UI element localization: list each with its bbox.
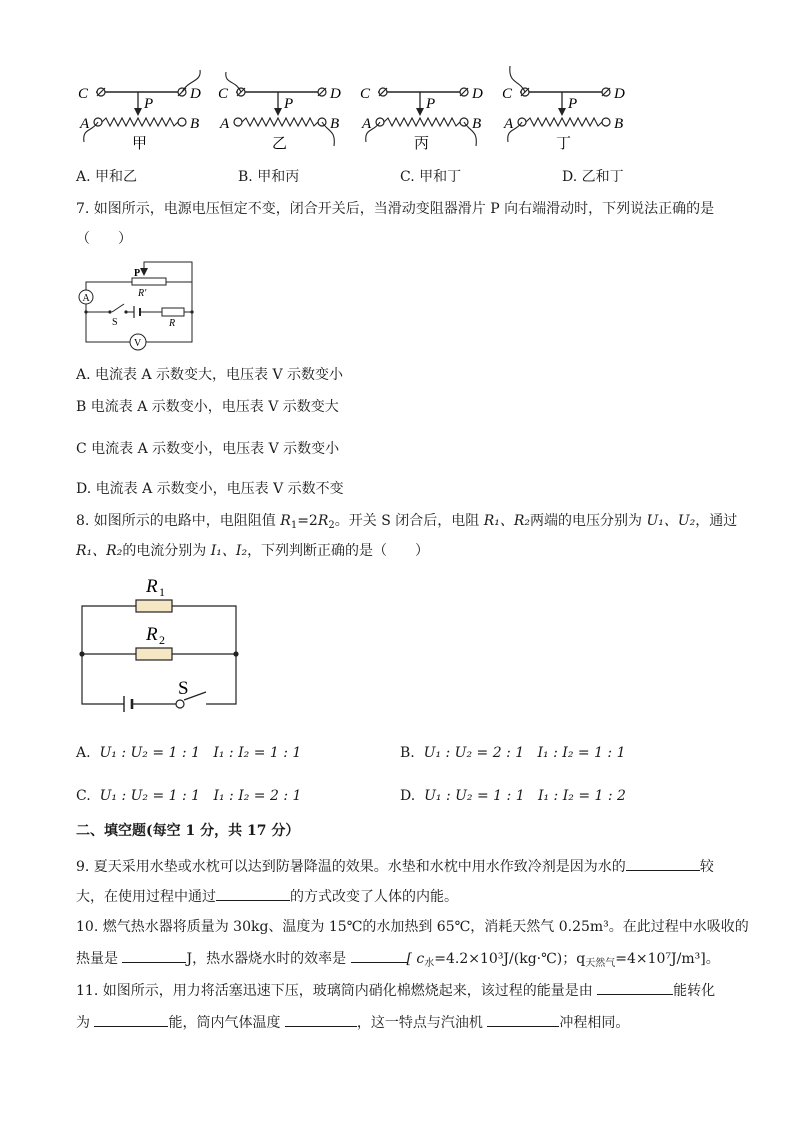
panel-label: 乙 <box>272 136 288 152</box>
q11-blank-3[interactable] <box>285 1012 357 1027</box>
q7-option-b[interactable]: B 电流表 A 示数变小，电压表 V 示数变大 <box>76 399 339 415</box>
ammeter-label: A <box>82 293 90 304</box>
q11-blank-4[interactable] <box>487 1012 559 1027</box>
q7-circuit-diagram <box>74 258 198 354</box>
label-c: C <box>218 86 229 102</box>
label-d: D <box>472 86 483 102</box>
label-c: C <box>360 86 371 102</box>
q11-line1: 11. 如图所示，用力将活塞迅速下压，玻璃筒内硝化棉燃烧起来，该过程的能量是由 能转化 <box>76 980 715 1000</box>
panel-yi <box>218 72 341 152</box>
label-b: B <box>472 116 482 132</box>
q8-circuit-diagram <box>76 572 246 724</box>
q11-line2: 为 能，筒内气体温度 ，这一特点与汽油机 冲程相同。 <box>76 1012 629 1032</box>
rheostat-label: R' <box>138 288 147 299</box>
q9-blank-2[interactable] <box>216 886 290 901</box>
q7-option-c[interactable]: C 电流表 A 示数变小，电压表 V 示数变小 <box>76 441 340 457</box>
switch-label: S <box>112 317 118 328</box>
label-d: D <box>330 86 341 102</box>
r2-sub: 2 <box>159 633 165 647</box>
label-a: A <box>362 116 372 132</box>
panel-label: 丁 <box>556 136 572 152</box>
q9-blank-1[interactable] <box>626 856 700 871</box>
panel-jia <box>78 70 201 152</box>
q11-blank-1[interactable] <box>597 980 673 995</box>
label-p: P <box>568 96 578 112</box>
q10-line2: 热量是 J，热水器烧水时的效率是 [ $c_水=4.2\times 10^3J/(kg\cdot℃)$；$q_{天然气}=4\times 10^7J/m^3$]。 <box>76 948 720 973</box>
label-a: A <box>220 116 230 132</box>
q7-stem: 7. 如图所示，电源电压恒定不变，闭合开关后，当滑动变阻器滑片 P 向右端滑动时，下列说法正确的是 <box>76 201 715 217</box>
label-c: C <box>78 86 89 102</box>
panel-label: 甲 <box>132 136 148 152</box>
q9-line1: 9. 夏天采用水垫或水枕可以达到防暑降温的效果。水垫和水枕中用水作致冷剂是因为水的 较 <box>76 856 714 876</box>
q10-blank-1[interactable] <box>122 948 186 963</box>
label-b: B <box>330 116 340 132</box>
panel-label: 丙 <box>414 136 430 152</box>
q11-blank-2[interactable] <box>94 1012 168 1027</box>
q6-option-a[interactable]: A. 甲和乙 <box>76 169 138 185</box>
q7-answer-paren: （ ） <box>76 231 132 247</box>
r1-sub: 1 <box>159 585 165 599</box>
label-a: A <box>504 116 514 132</box>
resistor-label: R <box>169 318 176 329</box>
q6-option-c[interactable]: C. 甲和丁 <box>400 169 462 185</box>
q7-option-d[interactable]: D. 电流表 A 示数变小，电压表 V 示数不变 <box>76 481 344 497</box>
r1-label: R <box>146 576 158 597</box>
q8-option-b[interactable]: B. U₁ : U₂ = 2 : 1 I₁ : I₂ = 1 : 1 <box>400 745 626 761</box>
voltmeter-label: V <box>134 338 142 349</box>
q10-line1: 10. 燃气热水器将质量为 30kg、温度为 15℃的水加热到 65℃，消耗天然气 0.25m³。在此过程中水吸收的 <box>76 919 749 935</box>
q7-option-a[interactable]: A. 电流表 A 示数变大，电压表 V 示数变小 <box>76 367 344 383</box>
q8-option-a[interactable]: A. U₁ : U₂ = 1 : 1 I₁ : I₂ = 1 : 1 <box>76 745 302 761</box>
r2-label: R <box>146 624 158 645</box>
slider-label: P <box>134 268 141 279</box>
label-c: C <box>502 86 513 102</box>
panel-ding <box>502 66 625 152</box>
q8-stem-line2: R₁、R₂的电流分别为 I₁、I₂，下列判断正确的是（ ） <box>76 543 430 559</box>
panel-bing <box>360 86 483 152</box>
label-p: P <box>144 96 154 112</box>
q6-option-d[interactable]: D. 乙和丁 <box>562 169 624 185</box>
label-d: D <box>614 86 625 102</box>
label-d: D <box>190 86 201 102</box>
q10-blank-2[interactable] <box>351 948 407 963</box>
label-p: P <box>426 96 436 112</box>
q8-stem-line1: 8. 如图所示的电路中，电阻阻值 $R_1=2R_2$。开关 S 闭合后，电阻 R₁、R₂两端的电压分别为 U₁、U₂，通过 <box>76 513 738 531</box>
label-b: B <box>190 116 200 132</box>
label-b: B <box>614 116 624 132</box>
q6-option-b[interactable]: B. 甲和丙 <box>238 169 300 185</box>
q8-option-c[interactable]: C. U₁ : U₂ = 1 : 1 I₁ : I₂ = 2 : 1 <box>76 788 302 804</box>
rheostat-diagrams <box>70 62 640 158</box>
label-a: A <box>80 116 90 132</box>
q8-option-d[interactable]: D. U₁ : U₂ = 1 : 1 I₁ : I₂ = 1 : 2 <box>400 788 626 804</box>
q9-line2: 大，在使用过程中通过 的方式改变了人体的内能。 <box>76 886 458 906</box>
label-p: P <box>284 96 294 112</box>
switch-label: S <box>178 678 189 699</box>
section-title: 二、填空题(每空 1 分，共 17 分） <box>76 823 300 839</box>
